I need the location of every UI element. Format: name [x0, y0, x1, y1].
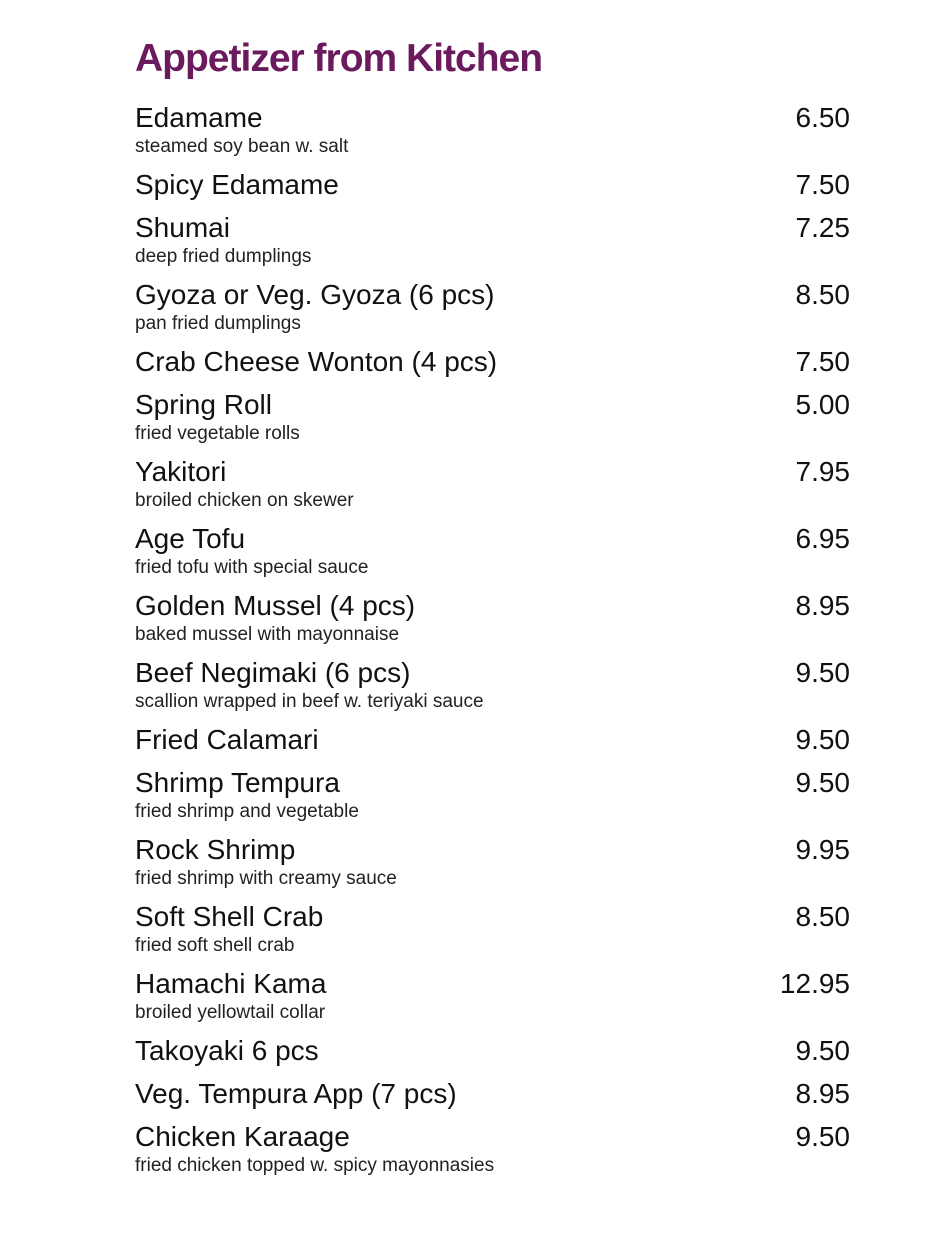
item-price: 9.50 [795, 1035, 850, 1066]
item-price: 9.50 [795, 724, 850, 755]
item-name: Chicken Karaage [135, 1121, 350, 1152]
menu-item [135, 968, 850, 1026]
menu-item [135, 523, 850, 581]
item-price: 12.95 [779, 968, 850, 999]
item-name: Fried Calamari [135, 724, 319, 755]
item-name: Edamame [135, 102, 263, 133]
menu-item-row [135, 456, 850, 488]
item-price: 9.50 [795, 1121, 850, 1152]
item-price: 6.50 [795, 102, 850, 133]
item-description: fried tofu with special sauce [135, 557, 369, 578]
menu-item [135, 767, 850, 825]
item-price: 8.50 [795, 279, 850, 310]
item-price: 9.50 [795, 767, 850, 798]
menu-item [135, 389, 850, 447]
menu-item-row [135, 1035, 850, 1067]
menu-item-row [135, 1078, 850, 1110]
menu-item [135, 346, 850, 378]
item-description: steamed soy bean w. salt [135, 136, 349, 157]
item-name: Soft Shell Crab [135, 901, 324, 932]
item-description: pan fried dumplings [135, 313, 301, 334]
item-description: fried shrimp and vegetable [135, 801, 359, 822]
menu-item-row [135, 657, 850, 689]
menu-item-list [135, 102, 850, 1179]
item-price: 9.95 [795, 834, 850, 865]
menu-item-row [135, 724, 850, 756]
menu-item [135, 102, 850, 160]
menu-item-row [135, 346, 850, 378]
menu-item [135, 901, 850, 959]
item-name: Spring Roll [135, 389, 272, 420]
item-name: Takoyaki 6 pcs [135, 1035, 319, 1066]
item-price: 7.25 [795, 212, 850, 243]
item-description: fried chicken topped w. spicy mayonnasies [135, 1155, 495, 1176]
item-name: Crab Cheese Wonton (4 pcs) [135, 346, 498, 377]
item-price: 5.00 [795, 389, 850, 420]
menu-item-row [135, 901, 850, 933]
menu-item-row [135, 279, 850, 311]
item-name: Spicy Edamame [135, 169, 339, 200]
menu-item-row [135, 1121, 850, 1153]
item-price: 7.50 [795, 346, 850, 377]
item-description: baked mussel with mayonnaise [135, 624, 400, 645]
appetizer-menu [135, 36, 850, 1188]
item-price: 8.95 [795, 1078, 850, 1109]
menu-item-row [135, 212, 850, 244]
item-name: Veg. Tempura App (7 pcs) [135, 1078, 457, 1109]
item-description: broiled chicken on skewer [135, 490, 354, 511]
item-price: 8.95 [795, 590, 850, 621]
menu-item [135, 724, 850, 756]
menu-item [135, 657, 850, 715]
item-description: fried soft shell crab [135, 935, 295, 956]
menu-item [135, 834, 850, 892]
item-name: Gyoza or Veg. Gyoza (6 pcs) [135, 279, 495, 310]
menu-title: Appetizer from Kitchen [135, 37, 543, 80]
item-description: fried vegetable rolls [135, 423, 300, 444]
menu-item-row [135, 169, 850, 201]
item-name: Shrimp Tempura [135, 767, 340, 798]
item-name: Shumai [135, 212, 230, 243]
item-name: Golden Mussel (4 pcs) [135, 590, 416, 621]
item-name: Beef Negimaki (6 pcs) [135, 657, 411, 688]
menu-item-row [135, 523, 850, 555]
item-price: 9.50 [795, 657, 850, 688]
item-description: deep fried dumplings [135, 246, 312, 267]
item-name: Yakitori [135, 456, 227, 487]
menu-item-row [135, 102, 850, 134]
item-price: 8.50 [795, 901, 850, 932]
item-name: Hamachi Kama [135, 968, 327, 999]
item-price: 7.95 [795, 456, 850, 487]
menu-item-row [135, 834, 850, 866]
menu-item [135, 590, 850, 648]
menu-item-row [135, 590, 850, 622]
item-name: Rock Shrimp [135, 834, 296, 865]
menu-item-row [135, 767, 850, 799]
menu-item-row [135, 968, 850, 1000]
menu-item [135, 212, 850, 270]
item-description: scallion wrapped in beef w. teriyaki sauce [135, 691, 484, 712]
menu-item [135, 1121, 850, 1179]
menu-item [135, 1035, 850, 1067]
menu-item [135, 456, 850, 514]
item-price: 6.95 [795, 523, 850, 554]
item-description: broiled yellowtail collar [135, 1002, 326, 1023]
menu-item [135, 1078, 850, 1110]
menu-item-row [135, 389, 850, 421]
item-name: Age Tofu [135, 523, 246, 554]
menu-item [135, 169, 850, 201]
item-description: fried shrimp with creamy sauce [135, 868, 397, 889]
item-price: 7.50 [795, 169, 850, 200]
menu-item [135, 279, 850, 337]
